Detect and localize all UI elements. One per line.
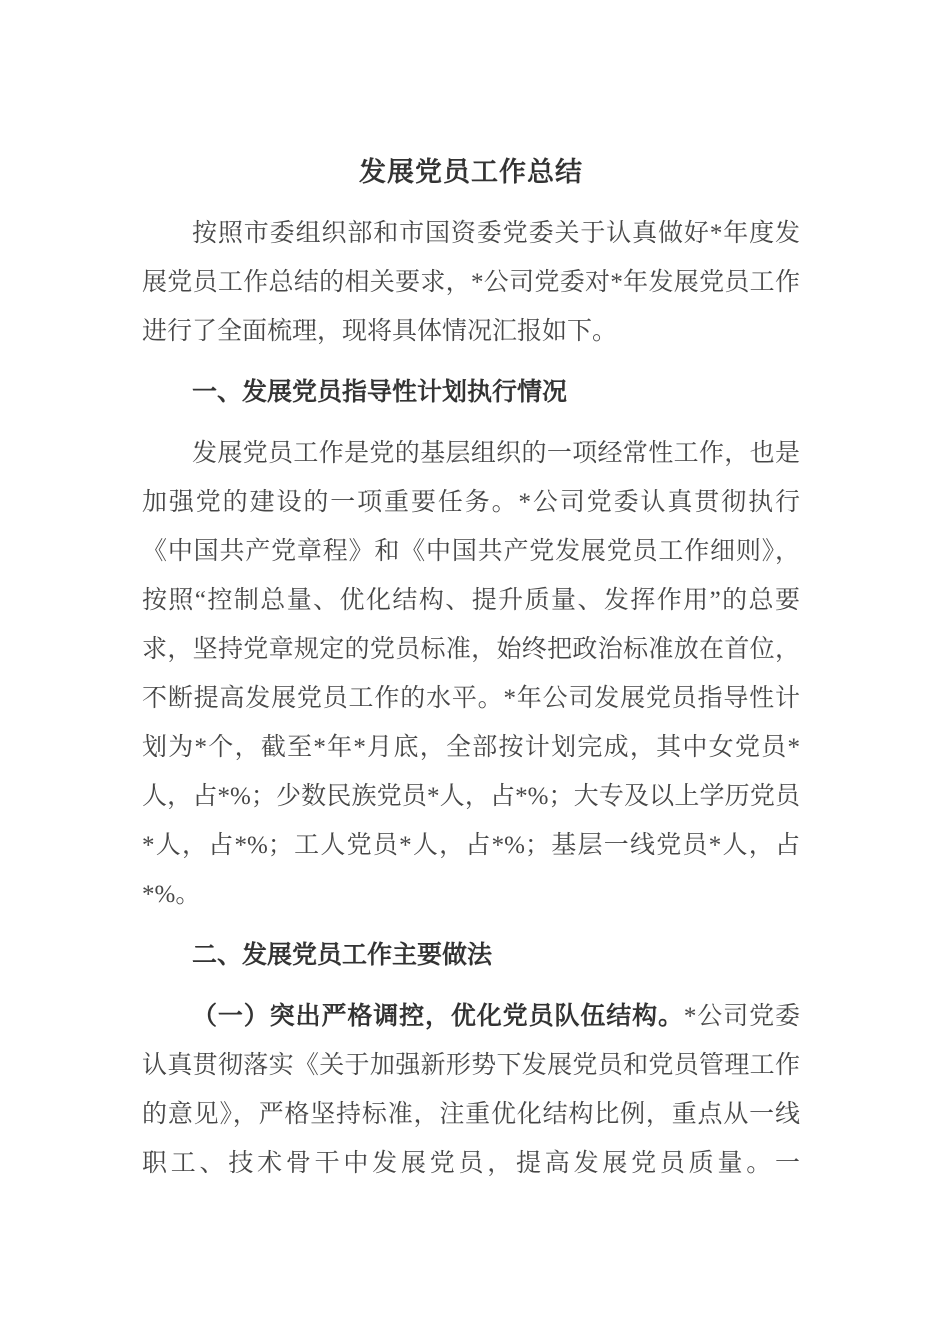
- document-title: 发展党员工作总结: [359, 157, 583, 187]
- section-2-item-1-paragraph: [142, 992, 800, 1188]
- section-2-item-1-text: *公司党委认真贯彻落实《关于加强新形势下发展党员和党员管理工作的意见》，严格坚持标准，注重优化结构比例，重点从一线职工、技术骨干中发展党员，提高发展党员质量。一: [142, 1003, 800, 1177]
- section-1-paragraph: 发展党员工作是党的基层组织的一项经常性工作，也是加强党的建设的一项重要任务。*公司党委认真贯彻执行《中国共产党章程》和《中国共产党发展党员工作细则》，按照“控制总量、优化结构、提升质量、发挥作用”的总要求，坚持党章规定的党员标准，始终把政治标准放在首位，不断提高发展党员工作的水平。*年公司发展党员指导性计划为*个，截至*年*月底，全部按计划完成，其中女党员*人，占*%；少数民族党员*人，占*%；大专及以上学历党员*人，占*%；工人党员*人，占*%；基层一线党员*人，占*%。: [142, 440, 800, 908]
- section-2-item-1-lead: （一）突出严格调控，优化党员队伍结构。: [192, 1003, 684, 1030]
- section-1-heading: 一、发展党员指导性计划执行情况: [192, 379, 568, 406]
- intro-paragraph: 按照市委组织部和市国资委党委关于认真做好*年度发展党员工作总结的相关要求，*公司党委对*年发展党员工作进行了全面梳理，现将具体情况汇报如下。: [142, 220, 800, 345]
- section-2-heading: 二、发展党员工作主要做法: [192, 942, 493, 969]
